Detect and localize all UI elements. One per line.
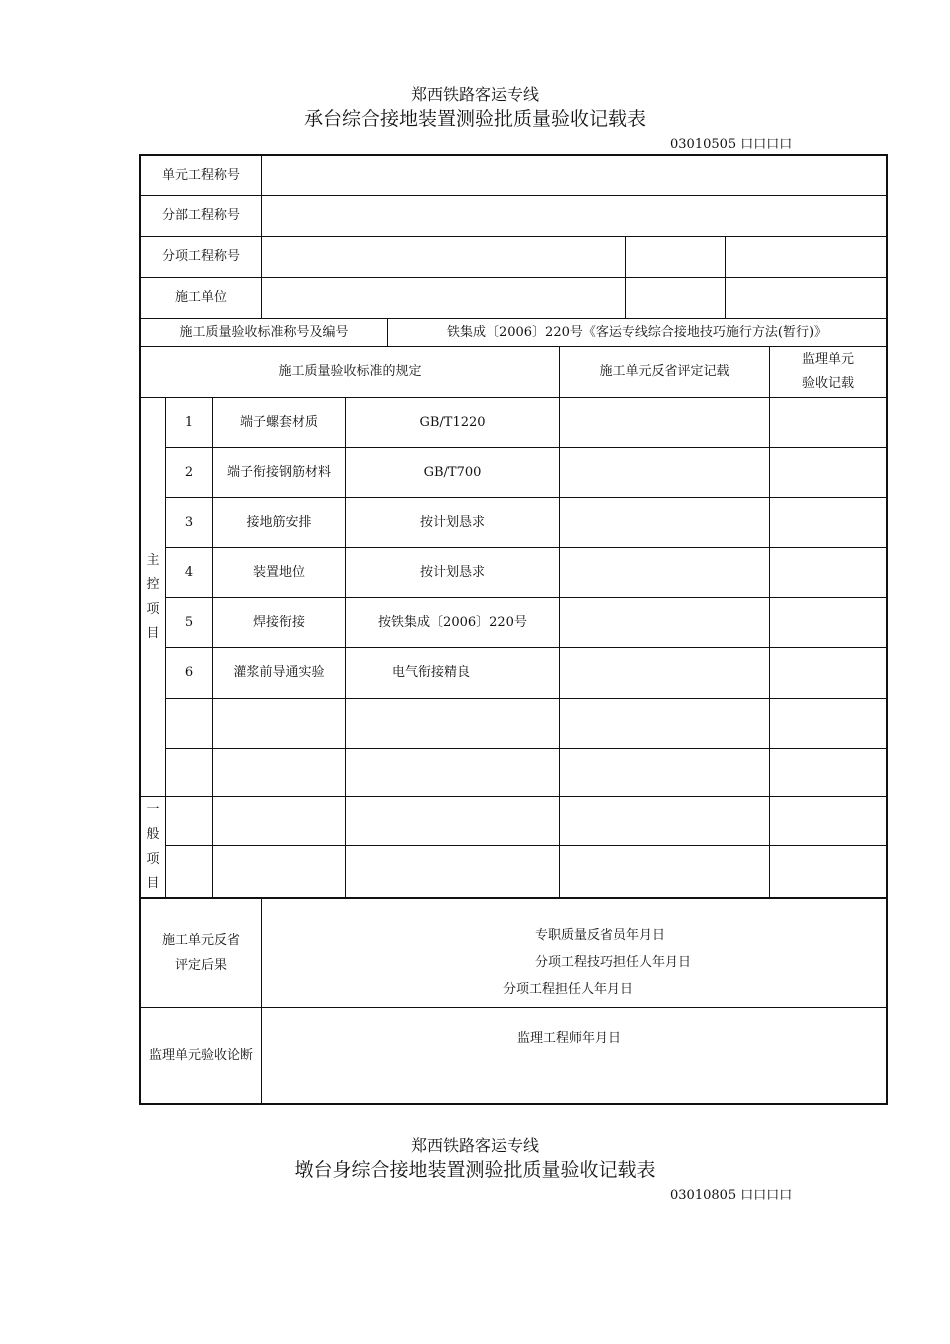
construction-unit-label: 施工单位 — [174, 290, 227, 305]
item-number: 3 — [184, 514, 194, 530]
main-control-char: 目 — [146, 626, 160, 641]
standard-value: 铁集成〔2006〕220号《客运专线综合接地技巧施行方法(暂行)》 — [446, 324, 828, 340]
vline — [769, 346, 770, 898]
general-items-char: 般 — [146, 827, 160, 842]
main-control-char: 项 — [146, 602, 160, 617]
supervision-column-header-line1: 监理单元 — [801, 352, 854, 367]
rules-column-header: 施工质量验收标准的规定 — [278, 364, 422, 379]
item-name: 接地筋安排 — [246, 514, 312, 530]
item-name: 灌浆前导通实验 — [233, 665, 325, 680]
vline — [725, 236, 726, 318]
technical-lead-signature: 分项工程技巧担任人年月日 — [535, 955, 692, 970]
item-name: 端子螺套材质 — [239, 414, 318, 430]
item-requirement: 按铁集成〔2006〕220号 — [378, 614, 527, 630]
hline — [165, 845, 888, 846]
next-page-title: 墩台身综合接地装置测验批质量验收记载表 — [294, 1159, 656, 1181]
item-number: 6 — [184, 665, 194, 680]
item-requirement: 电气衔接精良 — [391, 665, 470, 680]
item-number: 5 — [184, 614, 194, 630]
item-name: 焊接衔接 — [252, 614, 305, 630]
vline — [625, 236, 626, 318]
supervision-engineer-signature: 监理工程师年月日 — [517, 1031, 622, 1046]
next-form-code: 03010805 口口口口 — [670, 1188, 793, 1203]
standard-label: 施工质量验收标准称号及编号 — [179, 324, 349, 340]
item-number: 1 — [184, 414, 194, 430]
item-requirement: GB/T1220 — [419, 414, 486, 430]
item-number: 2 — [184, 464, 194, 480]
general-items-char: 一 — [146, 802, 160, 817]
self-check-result-label-line2: 评定后果 — [174, 958, 227, 973]
subitem-project-label: 分项工程称号 — [161, 249, 240, 264]
form-code: 03010505 口口口口 — [670, 137, 793, 152]
page-title: 承台综合接地装置测验批质量验收记载表 — [303, 108, 646, 130]
unit-project-label: 单元工程称号 — [161, 167, 240, 183]
item-requirement: 按计划恳求 — [419, 564, 485, 580]
self-check-column-header: 施工单元反省评定记载 — [599, 364, 730, 379]
subitem-lead-signature: 分项工程担任人年月日 — [503, 982, 634, 997]
self-check-result-label — [141, 899, 261, 1007]
item-requirement: 按计划恳求 — [419, 514, 485, 530]
supervision-conclusion-label: 监理单元验收论断 — [148, 1047, 253, 1063]
main-control-char: 主 — [146, 553, 160, 568]
supervision-column-header — [770, 347, 886, 397]
item-name: 装置地位 — [252, 564, 305, 580]
table-border-right — [886, 154, 888, 1105]
main-control-char: 控 — [146, 577, 160, 592]
line-name: 郑西铁路客运专线 — [410, 85, 539, 104]
self-check-result-label-line1: 施工单元反省 — [161, 933, 240, 948]
vline — [261, 154, 262, 318]
vline — [261, 897, 262, 1104]
division-project-label: 分部工程称号 — [161, 208, 240, 223]
item-name: 端子衔接钢筋材料 — [226, 464, 331, 480]
general-items-char: 目 — [146, 876, 160, 891]
general-items-char: 项 — [146, 852, 160, 867]
quality-inspector-signature: 专职质量反省员年月日 — [535, 928, 666, 943]
next-line-name: 郑西铁路客运专线 — [410, 1136, 539, 1155]
item-requirement: GB/T700 — [423, 464, 482, 480]
hline — [165, 748, 888, 749]
hline — [139, 796, 888, 797]
supervision-column-header-line2: 验收记载 — [801, 376, 854, 391]
table-border-bottom — [139, 1103, 888, 1105]
vline — [559, 346, 560, 898]
hline — [165, 698, 888, 699]
item-number: 4 — [184, 564, 194, 580]
